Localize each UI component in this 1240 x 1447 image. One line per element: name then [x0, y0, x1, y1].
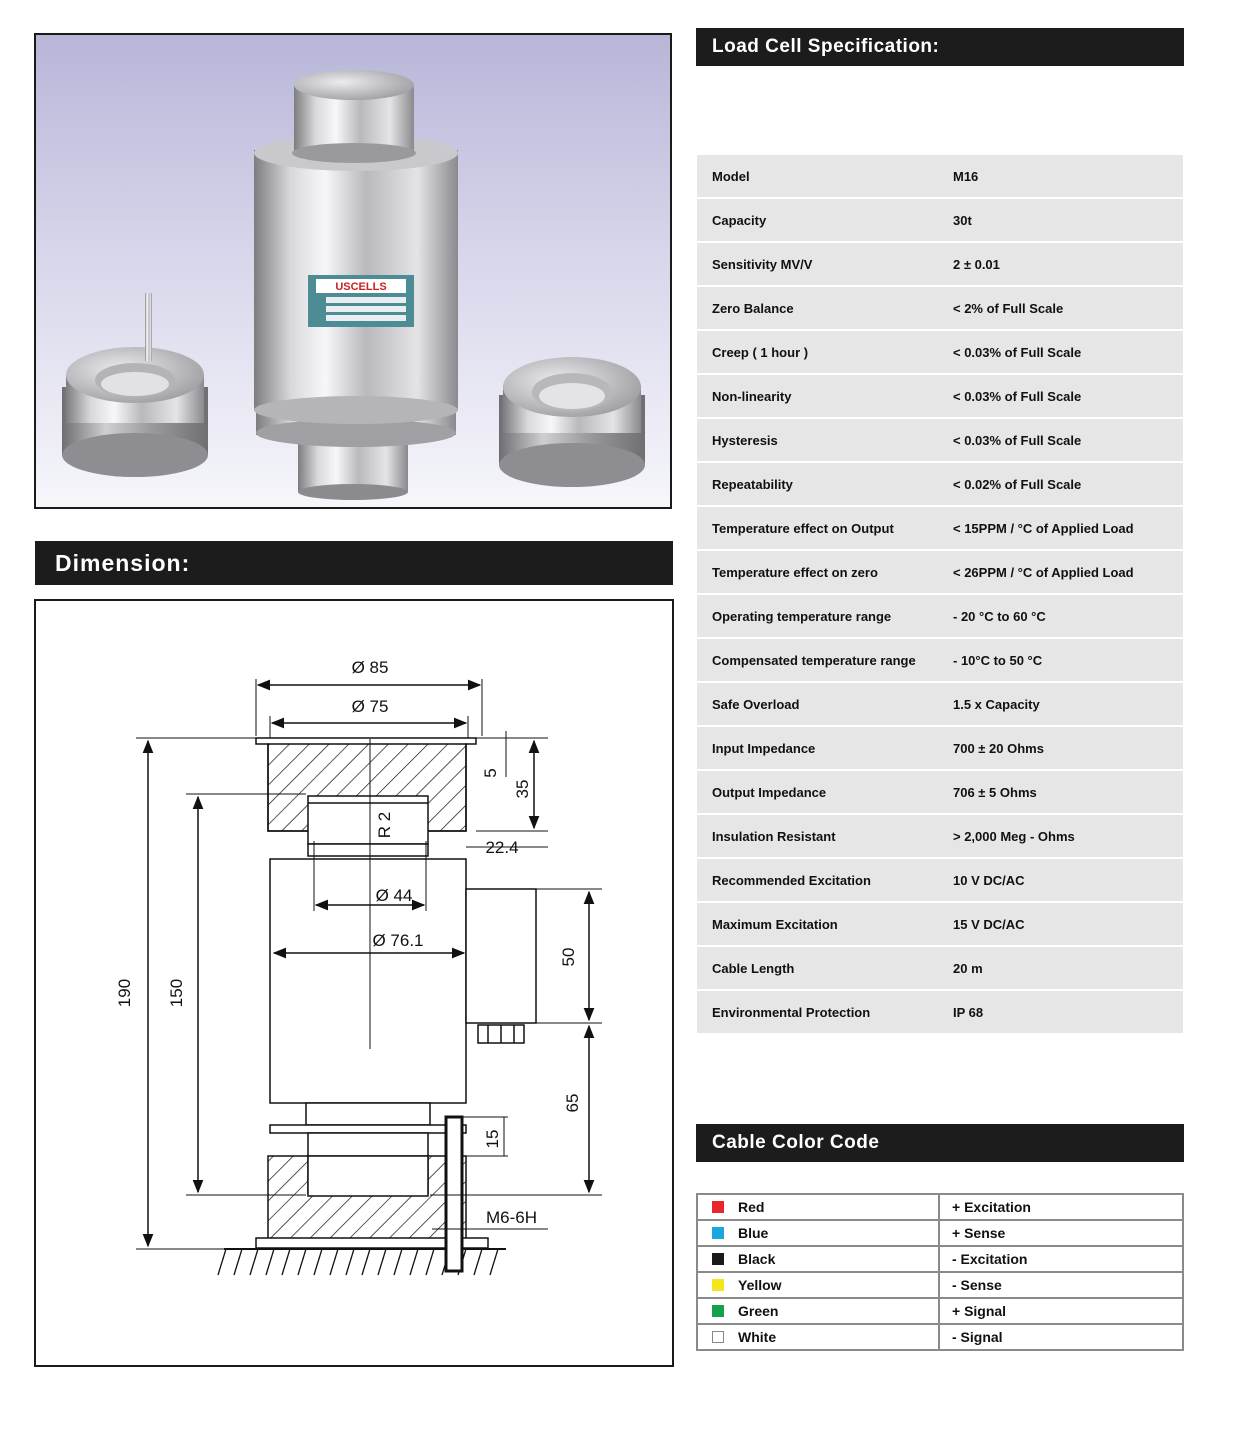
cable-row — [697, 1272, 1183, 1298]
dimension-drawing — [36, 601, 672, 1365]
label-d75: Ø 75 — [351, 697, 389, 716]
dimension-header — [35, 541, 673, 585]
label-50: 50 — [559, 947, 578, 967]
spec-label: Recommended Excitation — [712, 872, 871, 888]
spec-row — [697, 727, 1183, 769]
spec-row — [697, 859, 1183, 901]
cable-title: Cable Color Code — [712, 1132, 880, 1153]
spec-row — [697, 375, 1183, 417]
spec-table — [697, 155, 1183, 1035]
spec-row — [697, 419, 1183, 461]
spec-row — [697, 639, 1183, 681]
spec-value: M16 — [953, 168, 979, 184]
product-photo — [34, 33, 672, 509]
cable-row — [697, 1298, 1183, 1324]
spec-label: Hysteresis — [712, 432, 778, 448]
spec-value: < 15PPM / °C of Applied Load — [953, 520, 1134, 536]
spec-value: < 0.02% of Full Scale — [953, 476, 1082, 492]
spec-row — [697, 331, 1183, 373]
cable-color-name: Yellow — [738, 1277, 782, 1293]
spec-value: 1.5 x Capacity — [953, 696, 1040, 712]
cable-color-cell — [697, 1324, 939, 1350]
spec-label: Zero Balance — [712, 300, 794, 316]
cable-color-name: Red — [738, 1199, 765, 1215]
dimension-drawing-frame — [34, 599, 674, 1367]
cable-color-table — [696, 1193, 1184, 1351]
spec-row — [697, 287, 1183, 329]
label-d44: Ø 44 — [375, 886, 413, 905]
spec-label: Non-linearity — [712, 388, 792, 404]
spec-label: Creep ( 1 hour ) — [712, 344, 809, 360]
spec-label: Output Impedance — [712, 784, 827, 800]
cable-function: - Excitation — [939, 1246, 1183, 1272]
spec-label: Environmental Protection — [712, 1004, 871, 1020]
label-150: 150 — [167, 978, 186, 1008]
color-swatch — [712, 1331, 724, 1343]
spec-row — [697, 683, 1183, 725]
svg-text:USCELLS: USCELLS — [335, 281, 387, 293]
cable-row — [697, 1246, 1183, 1272]
spec-value: - 20 °C to 60 °C — [953, 608, 1046, 624]
spec-label: Model — [712, 168, 750, 184]
color-swatch — [712, 1305, 724, 1317]
spec-label: Capacity — [712, 212, 767, 228]
spec-label: Temperature effect on Output — [712, 520, 894, 536]
cable-color-cell — [697, 1298, 939, 1324]
spec-value: < 0.03% of Full Scale — [953, 388, 1082, 404]
label-15: 15 — [483, 1129, 502, 1149]
spec-value: - 10°C to 50 °C — [953, 652, 1043, 668]
label-thread: M6-6H — [486, 1208, 538, 1227]
color-swatch — [712, 1201, 724, 1213]
spec-value: 30t — [953, 212, 972, 228]
spec-title: Load Cell Specification: — [712, 36, 940, 57]
spec-label: Repeatability — [712, 476, 793, 492]
label-5: 5 — [481, 768, 500, 778]
spec-row — [697, 947, 1183, 989]
label-d85: Ø 85 — [351, 658, 389, 677]
spec-row — [697, 991, 1183, 1033]
spec-label: Sensitivity MV/V — [712, 256, 813, 272]
spec-value: 15 V DC/AC — [953, 916, 1025, 932]
spec-header — [696, 28, 1184, 66]
spec-value: 2 ± 0.01 — [953, 256, 1000, 272]
left-mount-cup — [62, 293, 208, 477]
spec-value: < 26PPM / °C of Applied Load — [953, 564, 1134, 580]
cable-row — [697, 1194, 1183, 1220]
cable-row — [697, 1220, 1183, 1246]
spec-value: > 2,000 Meg - Ohms — [953, 828, 1075, 844]
cable-color-cell — [697, 1272, 939, 1298]
spec-label: Input Impedance — [712, 740, 816, 756]
cable-function: - Sense — [939, 1272, 1183, 1298]
right-mount-cup — [499, 357, 645, 487]
cable-color-cell — [697, 1194, 939, 1220]
load-cell-illustration — [36, 35, 670, 507]
brand-label-plate — [308, 275, 414, 327]
cable-color-name: Green — [738, 1303, 779, 1319]
spec-row — [697, 507, 1183, 549]
spec-label: Operating temperature range — [712, 608, 892, 624]
label-65: 65 — [563, 1093, 582, 1113]
label-190: 190 — [115, 978, 134, 1008]
spec-value: IP 68 — [953, 1004, 984, 1020]
color-swatch — [712, 1227, 724, 1239]
spec-label: Maximum Excitation — [712, 916, 838, 932]
spec-label: Temperature effect on zero — [712, 564, 878, 580]
cable-color-cell — [697, 1220, 939, 1246]
cable-header — [696, 1124, 1184, 1162]
spec-row — [697, 595, 1183, 637]
spec-row — [697, 463, 1183, 505]
spec-label: Insulation Resistant — [712, 828, 836, 844]
spec-value: 706 ± 5 Ohms — [953, 784, 1037, 800]
spec-row — [697, 551, 1183, 593]
spec-value: 20 m — [953, 960, 983, 976]
cable-function: + Signal — [939, 1298, 1183, 1324]
spec-row — [697, 155, 1183, 197]
cable-color-name: White — [738, 1329, 777, 1345]
spec-label: Cable Length — [712, 960, 795, 976]
cable-function: - Signal — [939, 1324, 1183, 1350]
load-cell-body — [254, 70, 458, 500]
cable-color-name: Blue — [738, 1225, 769, 1241]
label-d76: Ø 76.1 — [372, 931, 424, 950]
spec-label: Compensated temperature range — [712, 652, 916, 668]
label-22-4: 22.4 — [485, 838, 519, 857]
cable-function: + Sense — [939, 1220, 1183, 1246]
cable-color-cell — [697, 1246, 939, 1272]
label-35: 35 — [513, 779, 532, 799]
cable-color-name: Black — [738, 1251, 776, 1267]
color-swatch — [712, 1253, 724, 1265]
spec-value: 700 ± 20 Ohms — [953, 740, 1044, 756]
spec-row — [697, 903, 1183, 945]
cable-row — [697, 1324, 1183, 1350]
cable-function: + Excitation — [939, 1194, 1183, 1220]
spec-row — [697, 815, 1183, 857]
color-swatch — [712, 1279, 724, 1291]
dimension-title: Dimension: — [55, 549, 191, 576]
spec-value: < 0.03% of Full Scale — [953, 344, 1082, 360]
spec-value: 10 V DC/AC — [953, 872, 1025, 888]
spec-label: Safe Overload — [712, 696, 800, 712]
label-radius: R 2 — [375, 811, 394, 839]
spec-value: < 0.03% of Full Scale — [953, 432, 1082, 448]
spec-row — [697, 771, 1183, 813]
spec-row — [697, 199, 1183, 241]
spec-row — [697, 243, 1183, 285]
spec-value: < 2% of Full Scale — [953, 300, 1064, 316]
